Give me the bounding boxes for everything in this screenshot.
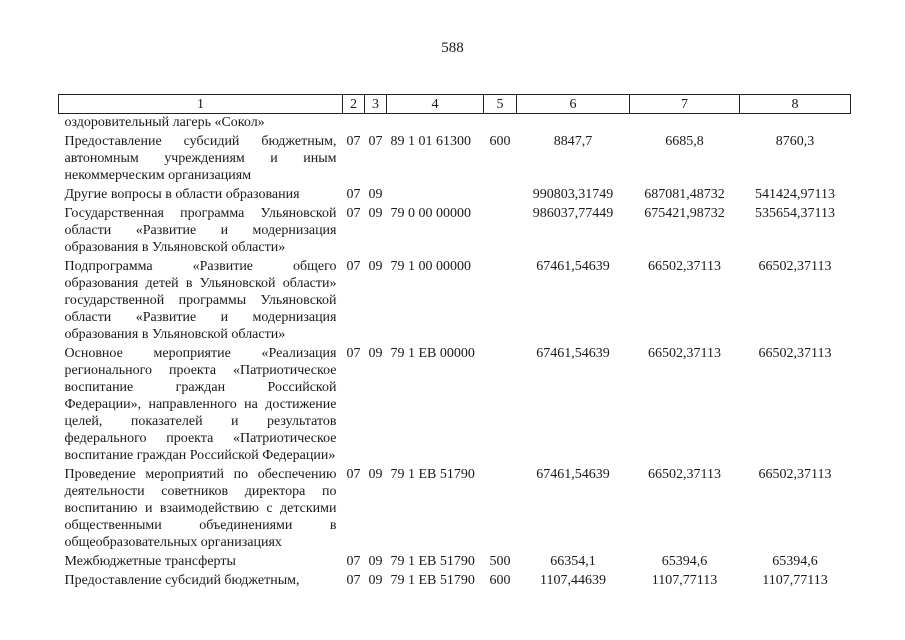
- row-expense-type: 600: [489, 134, 511, 149]
- row-name: Предоставление субсидий бюджетным,: [64, 573, 300, 588]
- table-row: [59, 345, 851, 466]
- header-col-3: 3: [365, 95, 387, 114]
- row-amount-1: 67461,54639: [536, 467, 610, 482]
- row-amount-2: 687081,48732: [644, 187, 725, 202]
- row-name: Проведение мероприятий по обеспечению деятельности советников директора по воспитанию и взаимодействию с детскими общественными объединениями в общеобразовательных организациях: [64, 467, 337, 550]
- row-target-code: [387, 186, 484, 205]
- row-amount-3: 8760,3: [775, 134, 815, 149]
- row-amount-1: 66354,1: [550, 554, 596, 569]
- row-section: 07: [346, 134, 361, 149]
- row-name: Другие вопросы в области образования: [64, 187, 300, 202]
- header-col-5: 5: [484, 95, 517, 114]
- row-amount-2: 65394,6: [661, 554, 708, 569]
- row-target-code: 79 0 00 00000: [390, 206, 471, 221]
- row-target-code: 89 1 01 61300: [390, 134, 471, 149]
- row-expense-type: 500: [489, 554, 511, 569]
- row-amount-1: 67461,54639: [536, 259, 610, 274]
- row-amount-2: [630, 114, 740, 134]
- row-expense-type: [484, 114, 517, 134]
- row-amount-1: 986037,77449: [532, 206, 614, 221]
- row-expense-type: [484, 205, 517, 258]
- table-row: [59, 114, 851, 134]
- row-name: Основное мероприятие «Реализация регионального проекта «Патриотическое воспитание граждан Российской Федерации», направленного на достижение целей, показателей и результатов федерального проекта «Патриотическое воспитание граждан Российской Федерации»: [64, 346, 337, 463]
- table-row: [59, 553, 851, 572]
- row-expense-type: [484, 258, 517, 345]
- row-target-code: 79 1 ЕВ 51790: [390, 554, 475, 569]
- row-amount-2: 6685,8: [665, 134, 704, 149]
- row-amount-1: 67461,54639: [536, 346, 610, 361]
- row-amount-1: 1107,44639: [540, 573, 606, 588]
- row-section: 07: [346, 554, 361, 569]
- row-amount-1: [517, 114, 630, 134]
- row-subsection: 09: [368, 206, 383, 221]
- table-row: [59, 186, 851, 205]
- row-target-code: [387, 114, 484, 134]
- row-amount-3: 535654,37113: [755, 206, 835, 221]
- page-number: 588: [441, 40, 464, 56]
- table-row: [59, 466, 851, 553]
- table-row: [59, 258, 851, 345]
- row-target-code: 79 1 00 00000: [390, 259, 471, 274]
- row-expense-type: [484, 186, 517, 205]
- row-name: Государственная программа Ульяновской области «Развитие и модернизация образования в Ульяновской области»: [64, 206, 337, 255]
- header-col-7: 7: [630, 95, 740, 114]
- header-col-1: 1: [59, 95, 343, 114]
- row-amount-1: 8847,7: [553, 134, 593, 149]
- row-subsection: 09: [368, 467, 383, 482]
- header-col-6: 6: [517, 95, 630, 114]
- row-subsection: 09: [368, 259, 383, 274]
- row-amount-3: 66502,37113: [758, 467, 832, 482]
- header-col-2: 2: [343, 95, 365, 114]
- row-section: 07: [346, 259, 361, 274]
- row-expense-type: 600: [489, 573, 511, 588]
- row-name: Межбюджетные трансферты: [64, 554, 236, 569]
- row-target-code: 79 1 ЕВ 00000: [390, 346, 475, 361]
- row-amount-2: 66502,37113: [648, 346, 721, 361]
- table-row: [59, 133, 851, 186]
- budget-table: [58, 94, 851, 591]
- row-amount-2: 675421,98732: [644, 206, 725, 221]
- row-amount-3: 66502,37113: [758, 346, 832, 361]
- row-amount-2: 66502,37113: [648, 259, 721, 274]
- header-col-8: 8: [740, 95, 851, 114]
- row-subsection: 09: [368, 187, 383, 202]
- row-amount-1: 990803,31749: [532, 187, 614, 202]
- row-section: 07: [346, 187, 361, 202]
- table-row: [59, 205, 851, 258]
- row-name: оздоровительный лагерь «Сокол»: [64, 115, 265, 130]
- row-amount-3: 1107,77113: [762, 573, 828, 588]
- header-row: [59, 95, 851, 114]
- row-name: Предоставление субсидий бюджетным, автономным учреждениям и иным некоммерческим организациям: [64, 134, 337, 183]
- row-amount-3: [740, 114, 851, 134]
- row-subsection: [365, 114, 387, 134]
- row-section: [343, 114, 365, 134]
- row-amount-2: 1107,77113: [651, 573, 718, 588]
- row-amount-2: 66502,37113: [648, 467, 721, 482]
- row-expense-type: [484, 345, 517, 466]
- table-row: [59, 572, 851, 591]
- row-target-code: 79 1 ЕВ 51790: [390, 573, 475, 588]
- row-target-code: 79 1 ЕВ 51790: [390, 467, 475, 482]
- row-name: Подпрограмма «Развитие общего образования детей в Ульяновской области» государственной программы Ульяновской области «Развитие и модернизация образования в Ульяновской области»: [64, 259, 337, 342]
- row-section: 07: [346, 467, 361, 482]
- row-expense-type: [484, 466, 517, 553]
- row-section: 07: [346, 206, 361, 221]
- row-amount-3: 541424,97113: [755, 187, 835, 202]
- row-section: 07: [346, 346, 361, 361]
- row-subsection: 09: [368, 346, 383, 361]
- header-col-4: 4: [387, 95, 484, 114]
- row-amount-3: 66502,37113: [758, 259, 832, 274]
- row-subsection: 09: [368, 554, 383, 569]
- row-subsection: 07: [368, 134, 383, 149]
- row-amount-3: 65394,6: [772, 554, 818, 569]
- row-subsection: 09: [368, 573, 383, 588]
- row-section: 07: [346, 573, 361, 588]
